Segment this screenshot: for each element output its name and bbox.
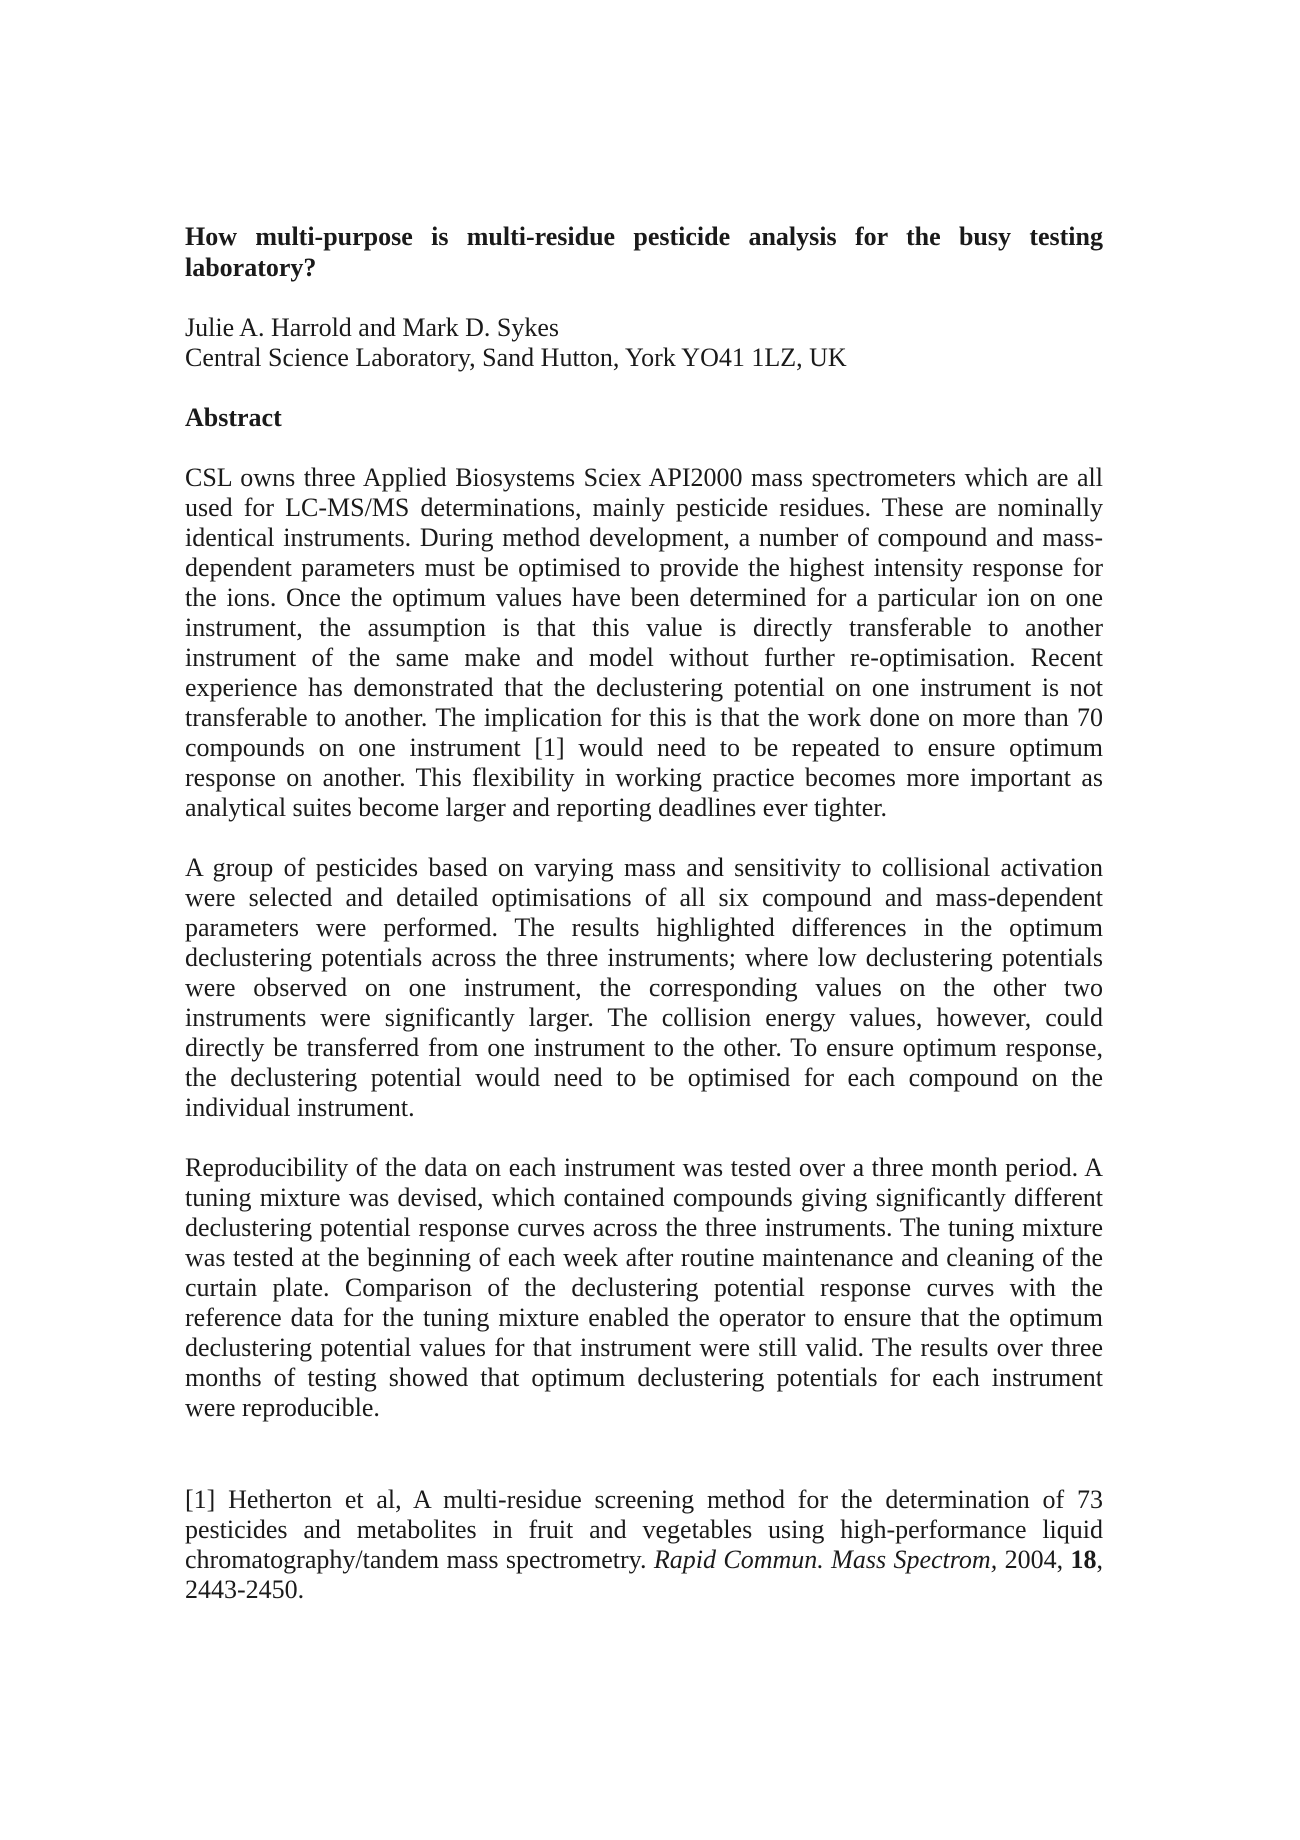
reference-text: [1] Hetherton et al, A multi-residue screening method for the determination of 73 pesticides and metabolites in fruit and vegetables using high-performance liquid chromatography/tandem mass spectrometry. — [185, 1485, 1103, 1574]
reference-volume: 18 — [1070, 1545, 1097, 1574]
abstract-paragraph-1: CSL owns three Applied Biosystems Sciex API2000 mass spectrometers which are all used for LC-MS/MS determinations, mainly pesticide residues. These are nominally identical instruments. During method development, a number of compound and mass-dependent parameters must be optimised to provide the highest intensity response for the ions. Once the optimum values have been determined for a particular ion on one instrument, the assumption is that this value is directly transferable to another instrument of the same make and model without further re-optimisation. Recent experience has demonstrated that the declustering potential on one instrument is not transferable to another. The implication for this is that the work done on more than 70 compounds on one instrument [1] would need to be repeated to ensure optimum response on another. This flexibility in working practice becomes more important as analytical suites become larger and reporting deadlines ever tighter. — [185, 463, 1103, 822]
page-content — [185, 221, 1103, 1635]
abstract-paragraph-3: Reproducibility of the data on each instrument was tested over a three month period. A tuning mixture was devised, which contained compounds giving significantly different declustering potential response curves across the three instruments. The tuning mixture was tested at the beginning of each week after routine maintenance and cleaning of the curtain plate. Comparison of the declustering potential response curves with the reference data for the tuning mixture enabled the operator to ensure that the optimum declustering potential values for that instrument were still valid. The results over three months of testing showed that optimum declustering potentials for each instrument were reproducible. — [185, 1153, 1103, 1422]
reference-journal-name: Rapid Commun. Mass Spectrom, — [653, 1545, 998, 1574]
paper-title: How multi-purpose is multi-residue pesticide analysis for the busy testing laboratory? — [185, 222, 1103, 282]
authors-line: Julie A. Harrold and Mark D. Sykes — [185, 313, 560, 342]
abstract-heading: Abstract — [185, 403, 282, 432]
affiliation-line: Central Science Laboratory, Sand Hutton, York YO41 1LZ, UK — [185, 343, 847, 372]
reference-year: 2004, — [997, 1545, 1071, 1574]
abstract-paragraph-2: A group of pesticides based on varying mass and sensitivity to collisional activation were selected and detailed optimisations of all six compound and mass-dependent parameters were performed. The results highlighted differences in the optimum declustering potentials across the three instruments; where low declustering potentials were observed on one instrument, the corresponding values on the other two instruments were significantly larger. The collision energy values, however, could directly be transferred from one instrument to the other. To ensure optimum response, the declustering potential would need to be optimised for each compound on the individual instrument. — [185, 853, 1103, 1122]
byline-block — [185, 313, 1103, 373]
reference-entry — [185, 1485, 1103, 1605]
reference-pages: , 2443-2450. — [185, 1545, 1103, 1604]
